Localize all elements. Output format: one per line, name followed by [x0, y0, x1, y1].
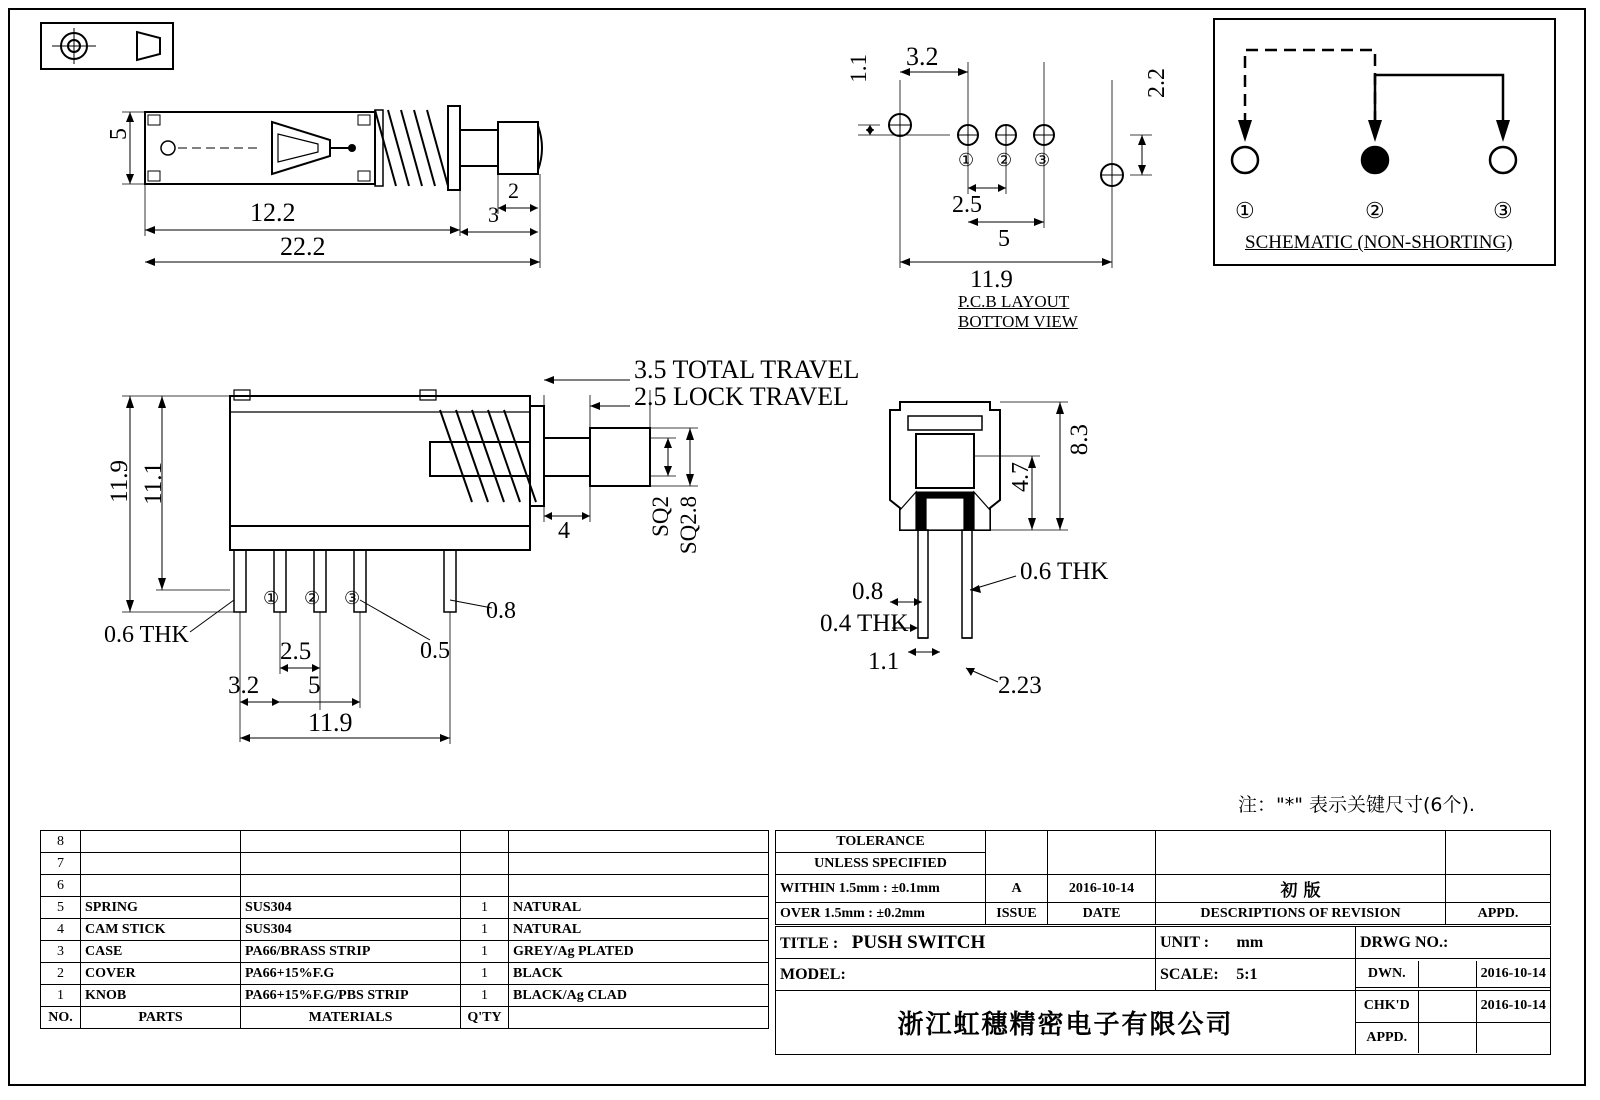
cell-parts: KNOB [81, 985, 241, 1007]
model-cell [776, 959, 1156, 991]
schematic-pin-1: ① [1235, 198, 1255, 223]
cell-finish: NATURAL [509, 919, 769, 941]
cell-qty [461, 831, 509, 853]
cell-qty: 1 [461, 985, 509, 1007]
appd-date [1476, 1022, 1550, 1053]
cell-qty: 1 [461, 963, 509, 985]
revision-date: 2016-10-14 [1048, 875, 1156, 903]
cell-no: 3 [41, 941, 81, 963]
dim-side-4-7: 4.7 [1008, 462, 1034, 492]
chkd-date: 2016-10-14 [1476, 991, 1550, 1022]
dim-pcb-1-1: 1.1 [846, 54, 871, 83]
appd-cell-empty2 [1446, 853, 1551, 875]
model-label: MODEL: [780, 965, 846, 983]
parts-table [40, 830, 769, 1029]
issue-value: A [986, 875, 1048, 903]
cell-finish [509, 853, 769, 875]
key-dimension-note: 注："*" 表示关键尺寸(6个). [1238, 794, 1475, 816]
schematic-box [1213, 18, 1556, 266]
dim-front-11-9-bottom: 11.9 [308, 708, 353, 737]
dwn-date: 2016-10-14 [1476, 961, 1550, 987]
cell-qty: 1 [461, 897, 509, 919]
dim-top-height: 5 [106, 128, 132, 140]
company-cell [776, 991, 1356, 1055]
appd-blank [1446, 875, 1551, 903]
dwn-label: DWN. [1356, 961, 1418, 987]
cell-materials: PA66+15%F.G/PBS STRIP [241, 985, 461, 1007]
company-block [775, 990, 1551, 1055]
scale-cell [1156, 959, 1356, 991]
tolerance-title: TOLERANCE [776, 831, 986, 853]
top-view [100, 80, 620, 300]
header-parts: PARTS [81, 1007, 241, 1029]
chkd-label: CHK'D [1356, 991, 1418, 1022]
appd-cell-empty [1446, 831, 1551, 853]
revision-cell-empty2 [1156, 853, 1446, 875]
table-row [41, 853, 769, 875]
label-lock-travel: 2.5 LOCK TRAVEL [634, 382, 849, 411]
header-no: NO. [41, 1007, 81, 1029]
signoff-row-chkd [1356, 991, 1550, 1022]
dim-side-1-1: 1.1 [868, 648, 900, 675]
titleblock-row [776, 831, 1551, 853]
cell-qty: 1 [461, 941, 509, 963]
front-pin-2: ② [304, 588, 321, 608]
cell-finish: NATURAL [509, 897, 769, 919]
front-pin-1: ① [263, 588, 280, 608]
drwg-no-cell [1356, 927, 1551, 959]
projection-symbol-icon [42, 24, 172, 68]
cell-parts [81, 853, 241, 875]
header-materials: MATERIALS [241, 1007, 461, 1029]
cell-finish: BLACK [509, 963, 769, 985]
cell-materials [241, 875, 461, 897]
dim-front-0-6-thk: 0.6 THK [104, 622, 189, 648]
cell-no: 7 [41, 853, 81, 875]
dim-front-5: 5 [308, 672, 321, 699]
cell-materials: SUS304 [241, 897, 461, 919]
table-row [41, 985, 769, 1007]
unit-value: mm [1236, 933, 1264, 951]
cell-no: 2 [41, 963, 81, 985]
cell-materials: PA66+15%F.G [241, 963, 461, 985]
company-name: 浙江虹穗精密电子有限公司 [897, 1010, 1234, 1040]
dim-side-0-4-thk: 0.4 THK [820, 610, 909, 637]
date-cell-empty [1048, 831, 1156, 853]
unit-cell [1156, 927, 1356, 959]
scale-label: SCALE: [1160, 965, 1219, 983]
header-qty: Q'TY [461, 1007, 509, 1029]
dim-front-11-9: 11.9 [106, 460, 133, 503]
table-row [41, 897, 769, 919]
pcb-layout-view [840, 40, 1180, 340]
dim-side-8-3: 8.3 [1066, 424, 1093, 456]
cell-parts: COVER [81, 963, 241, 985]
table-row [41, 963, 769, 985]
titleblock-row [776, 853, 1551, 875]
dim-2: 2 [508, 178, 519, 203]
drwg-no-label: DRWG NO.: [1360, 933, 1449, 951]
cell-materials [241, 831, 461, 853]
dim-side-2-23: 2.23 [998, 672, 1042, 699]
title-cell [776, 927, 1156, 959]
issue-label: ISSUE [986, 903, 1048, 925]
cell-parts: CASE [81, 941, 241, 963]
dim-12-2: 12.2 [250, 198, 296, 227]
titleblock-row [776, 875, 1551, 903]
tolerance-subtitle: UNLESS SPECIFIED [776, 853, 986, 875]
appd-signature [1418, 1022, 1476, 1053]
cell-no: 1 [41, 985, 81, 1007]
pcb-layout-subtitle: BOTTOM VIEW [958, 312, 1078, 331]
schematic-pin-3: ③ [1493, 198, 1513, 223]
date-cell-empty2 [1048, 853, 1156, 875]
signoff-row-appd [1356, 1022, 1550, 1053]
unit-label: UNIT : [1160, 933, 1210, 951]
dim-pcb-11-9: 11.9 [970, 266, 1013, 293]
cell-finish [509, 831, 769, 853]
schematic-pin-2: ② [1365, 198, 1385, 223]
dim-front-2-5: 2.5 [280, 638, 312, 665]
titleblock-row [776, 903, 1551, 925]
label-total-travel: 3.5 TOTAL TRAVEL [634, 355, 860, 384]
issue-cell-empty [986, 831, 1048, 853]
model-row [776, 959, 1551, 991]
company-row [776, 991, 1551, 1055]
dim-front-0-5: 0.5 [420, 638, 450, 664]
issue-cell-empty2 [986, 853, 1048, 875]
cell-materials: PA66/BRASS STRIP [241, 941, 461, 963]
dim-pcb-5: 5 [998, 226, 1010, 252]
cell-finish: GREY/Ag PLATED [509, 941, 769, 963]
table-row [41, 875, 769, 897]
cell-finish: BLACK/Ag CLAD [509, 985, 769, 1007]
dim-front-11-1: 11.1 [140, 462, 167, 505]
title-value: PUSH SWITCH [851, 931, 986, 953]
dim-side-0-6-thk: 0.6 THK [1020, 558, 1109, 585]
cell-materials: SUS304 [241, 919, 461, 941]
front-pin-3: ③ [344, 588, 361, 608]
signoff-cell [1356, 959, 1551, 991]
cell-materials [241, 853, 461, 875]
header-finish [509, 1007, 769, 1029]
appd-label: APPD. [1356, 1022, 1418, 1053]
pcb-layout-title: P.C.B LAYOUT [958, 292, 1070, 311]
table-row [41, 941, 769, 963]
dim-pcb-2-2: 2.2 [1144, 68, 1170, 98]
cell-qty [461, 853, 509, 875]
revision-description: 初 版 [1156, 875, 1446, 903]
cell-parts: CAM STICK [81, 919, 241, 941]
title-row [776, 927, 1551, 959]
side-view [820, 380, 1250, 780]
cell-finish [509, 875, 769, 897]
dim-22-2: 22.2 [280, 232, 326, 261]
table-header-row [41, 1007, 769, 1029]
date-label: DATE [1048, 903, 1156, 925]
dim-front-0-8: 0.8 [486, 598, 516, 624]
title-info-block [775, 926, 1551, 991]
cell-parts [81, 831, 241, 853]
front-view [100, 350, 920, 770]
pcb-pin-1: ① [958, 150, 975, 170]
chkd-signature [1418, 991, 1476, 1022]
table-row [41, 919, 769, 941]
revision-header: DESCRIPTIONS OF REVISION [1156, 903, 1446, 925]
scale-value: 5:1 [1236, 965, 1258, 983]
dim-sq2-8: SQ2.8 [676, 496, 701, 555]
table-row [41, 831, 769, 853]
title-label: TITLE : [780, 934, 839, 952]
appd-header: APPD. [1446, 903, 1551, 925]
dim-pcb-2-5: 2.5 [952, 192, 982, 218]
dim-pcb-3-2: 3.2 [906, 42, 939, 71]
dwn-signature [1418, 961, 1476, 987]
cell-no: 4 [41, 919, 81, 941]
cell-no: 8 [41, 831, 81, 853]
cell-no: 6 [41, 875, 81, 897]
dim-sq2: SQ2 [648, 496, 673, 537]
schematic-caption: SCHEMATIC (NON-SHORTING) [1245, 232, 1513, 253]
tolerance-over: OVER 1.5mm : ±0.2mm [776, 903, 986, 925]
dim-side-0-8: 0.8 [852, 578, 884, 605]
signoff-row-dwn [1356, 961, 1550, 987]
signoff-cell-2 [1356, 991, 1551, 1055]
pcb-pin-2: ② [996, 150, 1013, 170]
projection-symbol-box [40, 22, 174, 70]
tolerance-within: WITHIN 1.5mm : ±0.1mm [776, 875, 986, 903]
cell-parts [81, 875, 241, 897]
revision-cell-empty [1156, 831, 1446, 853]
cell-parts: SPRING [81, 897, 241, 919]
cell-no: 5 [41, 897, 81, 919]
dim-front-3-2: 3.2 [228, 672, 260, 699]
cell-qty [461, 875, 509, 897]
pcb-pin-3: ③ [1034, 150, 1051, 170]
cell-qty: 1 [461, 919, 509, 941]
title-block [775, 830, 1551, 925]
dim-3: 3 [488, 202, 499, 227]
dim-front-4: 4 [558, 518, 570, 544]
